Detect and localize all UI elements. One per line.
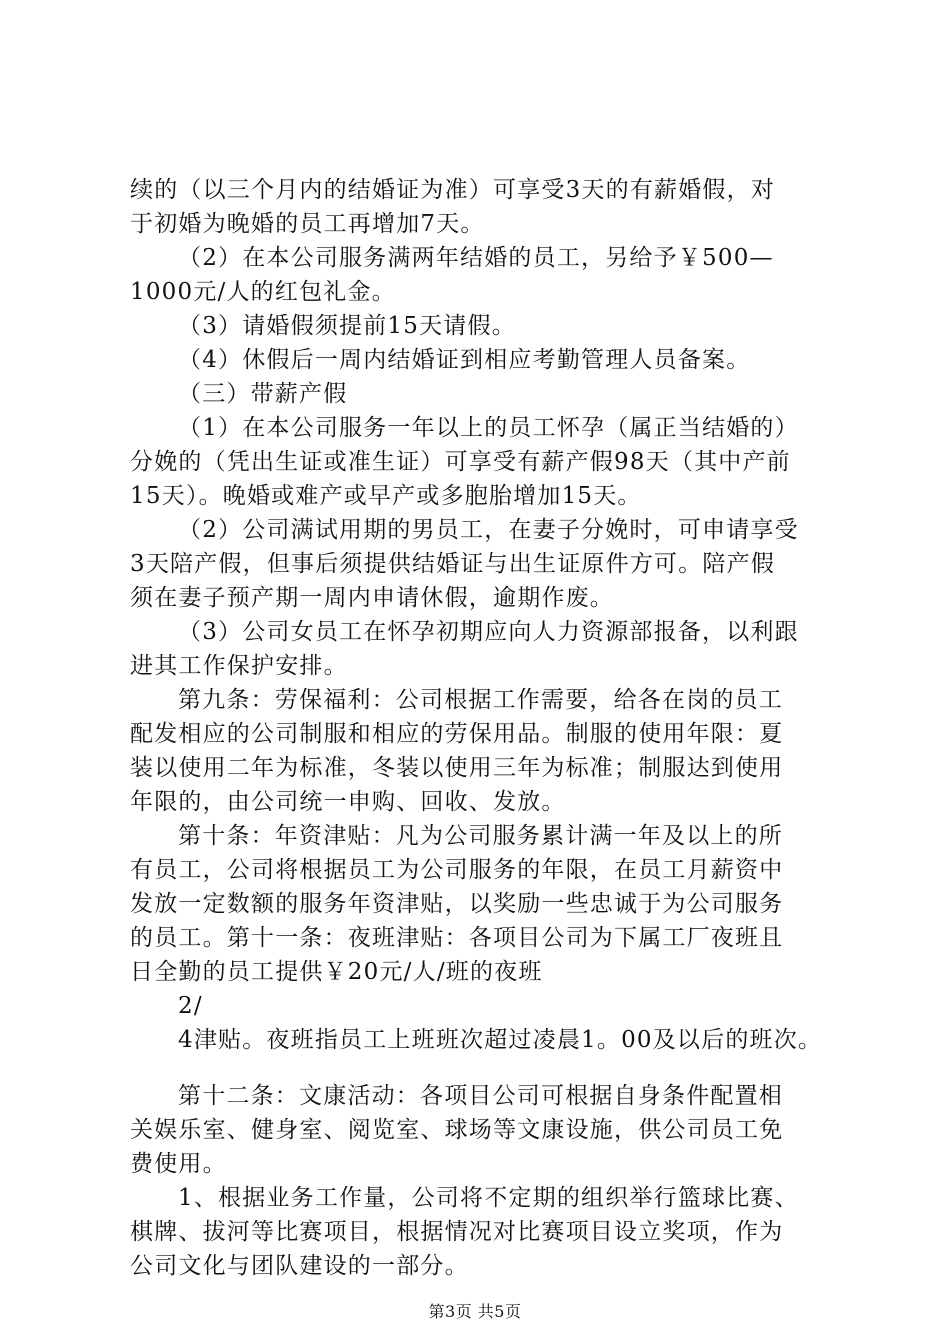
- text-line: （3）请婚假须提前15天请假。: [178, 313, 516, 339]
- text-line: 4津贴。夜班指员工上班班次超过凌晨1。00及以后的班次。: [178, 1027, 823, 1053]
- text-line: 2/: [178, 993, 203, 1019]
- text-line: 年限的，由公司统一申购、回收、发放。: [130, 789, 566, 815]
- text-line: （3）公司女员工在怀孕初期应向人力资源部报备，以利跟: [178, 619, 799, 645]
- text-line: （4）休假后一周内结婚证到相应考勤管理人员备案。: [178, 347, 751, 373]
- text-line: 第九条：劳保福利：公司根据工作需要，给各在岗的员工: [178, 687, 783, 713]
- text-line: 1、根据业务工作量，公司将不定期的组织举行篮球比赛、: [178, 1185, 799, 1211]
- text-line: 于初婚为晚婚的员工再增加7天。: [130, 211, 485, 237]
- text-line: 有员工，公司将根据员工为公司服务的年限，在员工月薪资中: [130, 857, 784, 883]
- text-line: 公司文化与团队建设的一部分。: [130, 1253, 469, 1279]
- text-line: 费使用。: [130, 1151, 227, 1177]
- text-line: 棋牌、拔河等比赛项目，根据情况对比赛项目设立奖项，作为: [130, 1219, 784, 1245]
- text-line: 1000元/人的红包礼金。: [130, 279, 396, 305]
- text-line: 的员工。第十一条：夜班津贴：各项目公司为下属工厂夜班且: [130, 925, 784, 951]
- text-line: 3天陪产假，但事后须提供结婚证与出生证原件方可。陪产假: [130, 551, 776, 577]
- text-line: 15天）。晚婚或难产或早产或多胞胎增加15天。: [130, 483, 642, 509]
- section-heading: （三）带薪产假: [178, 381, 348, 407]
- text-line: （2）在本公司服务满两年结婚的员工，另给予￥500—: [178, 245, 774, 271]
- text-line: 进其工作保护安排。: [130, 653, 348, 679]
- text-line: 装以使用二年为标准，冬装以使用三年为标准；制服达到使用: [130, 755, 784, 781]
- page-footer: 第3页 共5页: [428, 1302, 522, 1321]
- text-line: 配发相应的公司制服和相应的劳保用品。制服的使用年限：夏: [130, 721, 784, 747]
- text-line: 发放一定数额的服务年资津贴，以奖励一些忠诚于为公司服务: [130, 891, 784, 917]
- text-line: 分娩的（凭出生证或准生证）可享受有薪产假98天（其中产前: [130, 449, 791, 475]
- text-line: 续的（以三个月内的结婚证为准）可享受3天的有薪婚假，对: [130, 177, 776, 203]
- text-line: 第十条：年资津贴：凡为公司服务累计满一年及以上的所: [178, 823, 783, 849]
- text-line: （2）公司满试用期的男员工，在妻子分娩时，可申请享受: [178, 517, 799, 543]
- text-line: 须在妻子预产期一周内申请休假，逾期作废。: [130, 585, 614, 611]
- text-line: 第十二条：文康活动：各项目公司可根据自身条件配置相: [178, 1083, 783, 1109]
- text-line: （1）在本公司服务一年以上的员工怀孕（属正当结婚的）: [178, 415, 799, 441]
- text-line: 日全勤的员工提供￥20元/人/班的夜班: [130, 959, 543, 985]
- text-line: 关娱乐室、健身室、阅览室、球场等文康设施，供公司员工免: [130, 1117, 784, 1143]
